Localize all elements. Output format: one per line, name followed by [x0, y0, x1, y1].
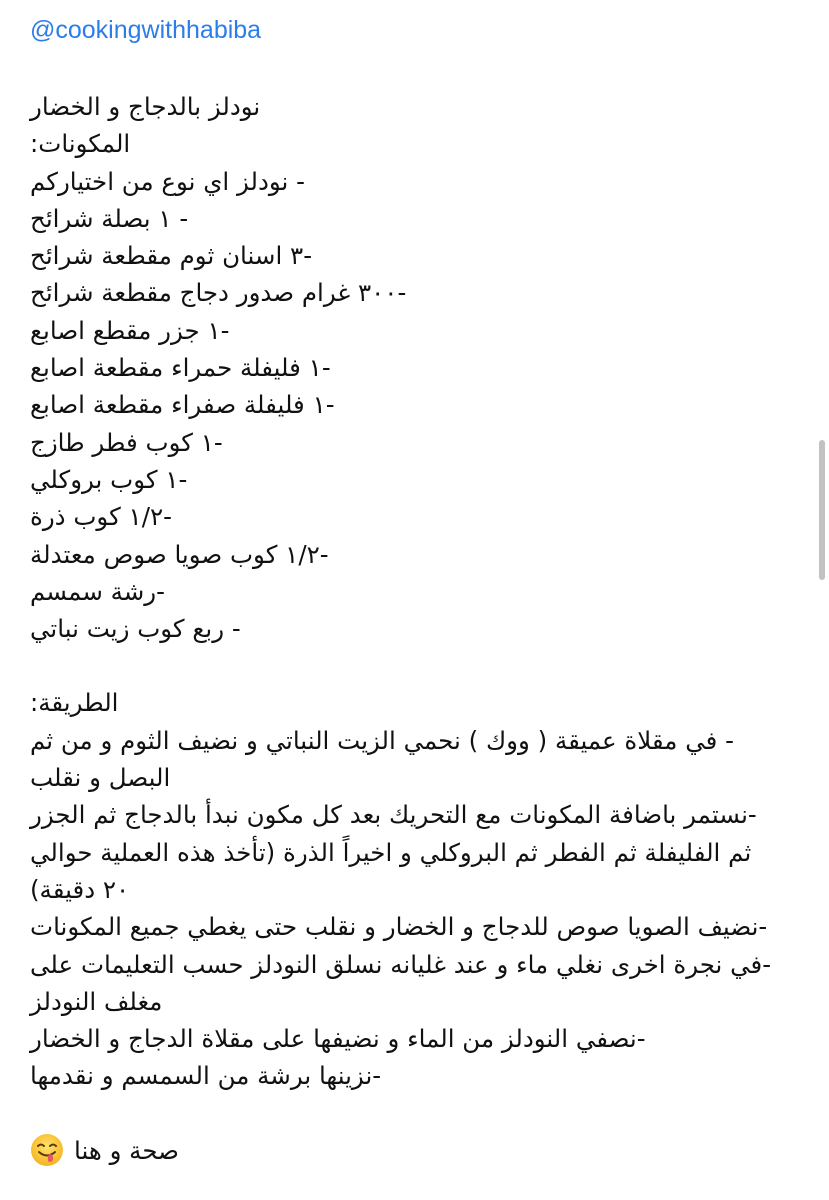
- ingredient-item: -١ كوب بروكلي: [30, 464, 188, 494]
- scrollbar[interactable]: [819, 440, 825, 580]
- ingredient-item: -١ فليفلة حمراء مقطعة اصابع: [30, 353, 331, 383]
- method-step: -في نجرة اخرى نغلي ماء و عند غليانه نسلق النودلز حسب التعليمات على مغلف النودلز: [30, 949, 772, 1016]
- ingredient-item: -١ جزر مقطع اصابع: [30, 315, 230, 345]
- ingredient-item: -٣ اسنان ثوم مقطعة شرائح: [30, 241, 313, 271]
- ingredient-item: -رشة سمسم: [30, 576, 165, 606]
- ingredient-item: -١/٢ كوب ذرة: [30, 502, 172, 532]
- ingredients-heading: المكونات:: [30, 129, 131, 159]
- method-step: -نستمر باضافة المكونات مع التحريك بعد كل مكون نبدأ بالدجاج ثم الجزر ثم الفليفلة ثم الفطر ثم البروكلي و اخيراً الذرة (تأخذ هذه العملية حوالي ٢٠ دقيقة): [30, 800, 757, 904]
- method-step: -نصفي النودلز من الماء و نضيفها على مقلاة الدجاج و الخضار: [30, 1024, 646, 1054]
- method-step: -نزينها برشة من السمسم و نقدمها: [30, 1061, 382, 1091]
- recipe-title: نودلز بالدجاج و الخضار: [30, 92, 261, 121]
- method-step: - في مقلاة عميقة ( ووك ) نحمي الزيت النباتي و نضيف الثوم و من ثم البصل و نقلب: [30, 725, 734, 793]
- ingredient-item: -١ فليفلة صفراء مقطعة اصابع: [30, 390, 335, 420]
- method-heading: الطريقة:: [30, 688, 119, 718]
- ingredient-item: - نودلز اي نوع من اختياركم: [30, 166, 306, 196]
- section-spacer: [30, 647, 781, 684]
- sign-off: [30, 1132, 781, 1169]
- author-handle[interactable]: @cookingwithhabiba: [30, 16, 262, 44]
- ingredient-item: -١ كوب فطر طازج: [30, 427, 223, 457]
- smiling-face-tongue-icon: [30, 1133, 64, 1167]
- method-steps: [30, 722, 781, 1095]
- ingredient-item: -١/٢ كوب صويا صوص معتدلة: [30, 539, 329, 569]
- ingredient-item: -٣٠٠ غرام صدور دجاج مقطعة شرائح: [30, 278, 407, 308]
- ingredient-item: - ١ بصلة شرائح: [30, 203, 189, 233]
- recipe-post-body: [30, 88, 781, 1169]
- ingredients-list: [30, 163, 781, 648]
- sign-off-text: صحة و هنا: [74, 1135, 179, 1165]
- method-step: -نضيف الصويا صوص للدجاج و الخضار و نقلب حتى يغطي جميع المكونات: [30, 912, 768, 942]
- ingredient-item: - ربع كوب زيت نباتي: [30, 614, 241, 644]
